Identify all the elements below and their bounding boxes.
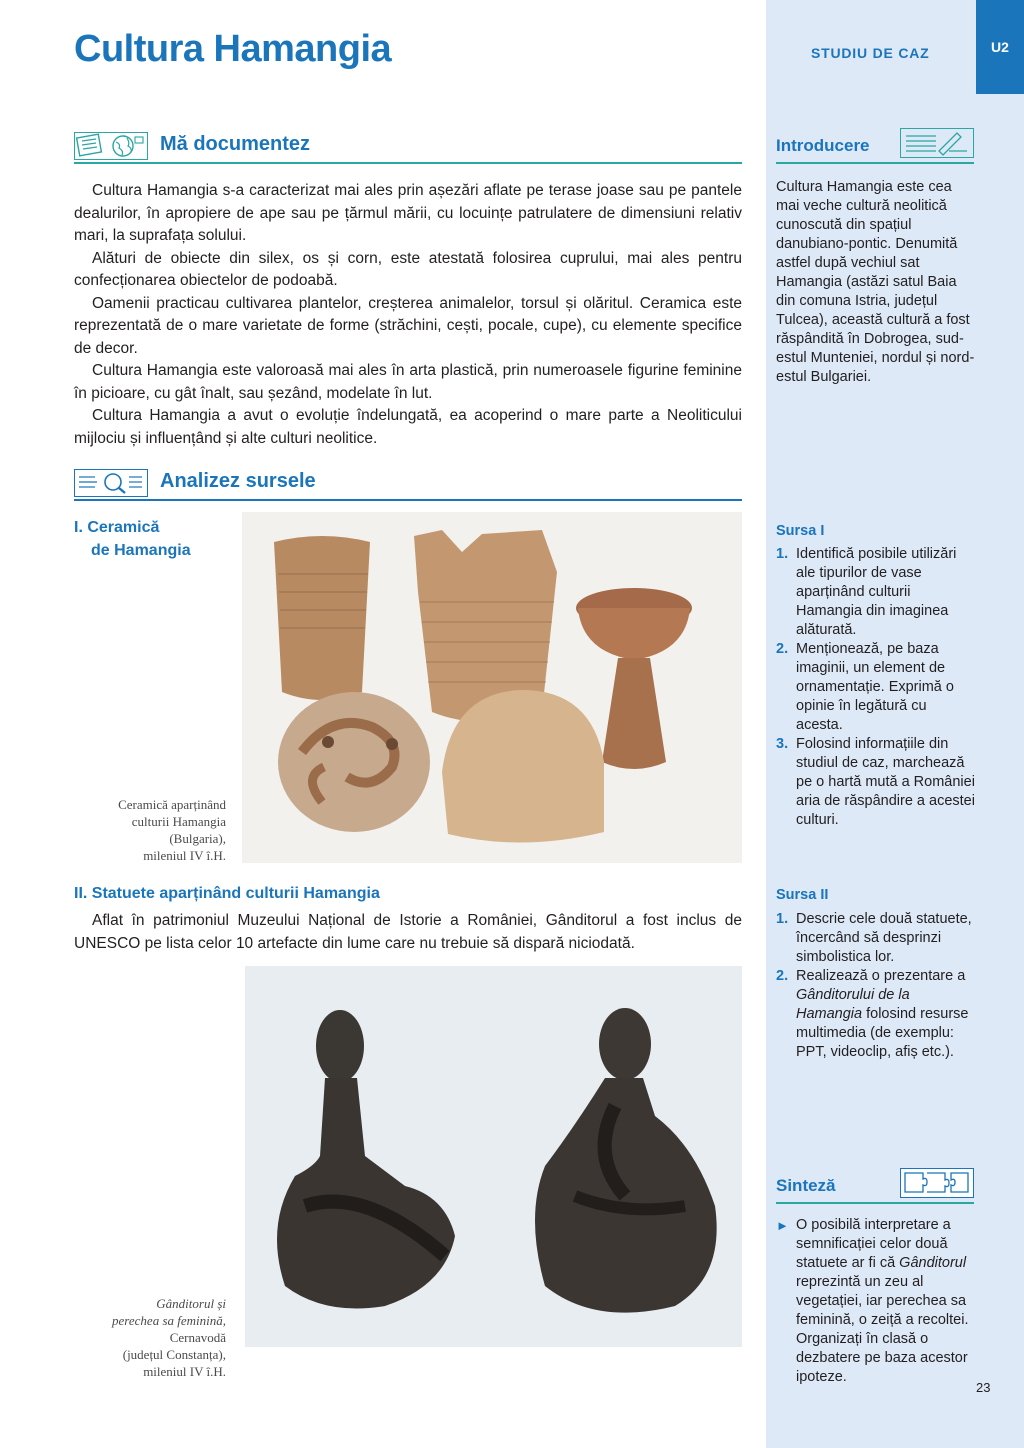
page-number: 23 <box>976 1380 991 1395</box>
list-item <box>776 735 976 830</box>
item-text-before: Realizează o prezentare a <box>796 968 966 984</box>
list-item <box>776 545 976 640</box>
sidebar-header-introducere <box>776 134 974 164</box>
source1-title-line2: de Hamangia <box>91 542 191 559</box>
item-text-italic: Gânditorului de la Hamangia <box>796 987 910 1022</box>
caption-line: Gânditorul și <box>156 1296 226 1311</box>
caption-line: Ceramică aparținând <box>118 797 226 812</box>
caption-line: culturii Hamangia <box>131 814 226 829</box>
caption-line: mileniul IV î.H. <box>143 848 226 863</box>
section-header-analizez <box>74 469 742 501</box>
synthesis-text <box>776 1216 978 1387</box>
documentez-text <box>74 180 742 450</box>
caption-line: (județul Constanța), <box>122 1347 226 1362</box>
section-label-analizez: Analizez sursele <box>160 470 316 492</box>
synthesis-label: Sinteză <box>776 1176 836 1195</box>
item-number: 3. <box>776 736 789 752</box>
source1-title-line1: I. Ceramică <box>74 519 160 536</box>
section-label-documentez: Mă documentez <box>160 133 311 155</box>
source1-title <box>74 516 191 562</box>
arrow-right-icon: ► <box>776 1218 789 1233</box>
item-number: 1. <box>776 911 789 927</box>
item-text: Identifică posibile utilizări ale tipurilor de vase aparținând culturii Hamangia din imaginea alăturată. <box>796 546 957 638</box>
paragraph: Oamenii practicau cultivarea plantelor, creșterea animalelor, torsul și olăritul. Ceramica este reprezentată de o mare varietate de forme (străchini, cești, pocale, cupe), cu elemente specifice de decor. <box>74 294 742 357</box>
sursa1-questions <box>776 545 976 830</box>
magnifier-icon <box>74 469 148 497</box>
item-number: 2. <box>776 968 789 984</box>
synthesis-after: reprezintă un zeu al vegetației, iar perechea sa feminină, o zeiță a recoltei. Organizați în clasă o dezbatere pe baza acestor ipoteze. <box>796 1274 969 1385</box>
puzzle-icon <box>900 1168 974 1198</box>
item-number: 1. <box>776 546 789 562</box>
item-text: Folosind informațiile din studiul de caz, marchează pe o hartă mută a României aria de răspândire a acestei culturi. <box>796 736 975 828</box>
source2-title: II. Statuete aparținând culturii Hamangia <box>74 885 380 902</box>
synthesis-italic: Gânditorul <box>899 1255 967 1271</box>
study-label: STUDIU DE CAZ <box>811 45 930 61</box>
item-number: 2. <box>776 641 789 657</box>
notebook-pencil-icon <box>900 128 974 158</box>
item-text: Descrie cele două statuete, încercând să desprinzi simbolistica lor. <box>796 911 972 965</box>
paragraph: Cultura Hamangia a avut o evoluție îndelungată, ea acoperind o mare parte a Neoliticului mijlociu și influențând și alte culturi neolitice. <box>74 407 742 447</box>
sursa2-questions <box>776 910 976 1062</box>
caption-line: Cernavodă <box>169 1330 226 1345</box>
documents-globe-icon <box>74 132 148 160</box>
unit-label: U2 <box>991 39 1009 55</box>
sursa1-label: Sursa I <box>776 523 825 539</box>
source1-caption <box>74 796 226 864</box>
item-text: Menționează, pe baza imaginii, un element de ornamentație. Exprimă o opinie în legătură cu acesta. <box>796 641 954 733</box>
page-title: Cultura Hamangia <box>74 28 392 70</box>
intro-text: Cultura Hamangia este cea mai veche cultură neolitică cunoscută din spațiul danubiano-pontic. Denumită astfel după vechiul sat Hamangia (astăzi satul Baia din comuna Istria, județul Tulcea), această cultură a fost răspândită în Dobrogea, sud-estul Munteniei, nordul și nord-estul Bulgariei. <box>776 179 975 385</box>
caption-line: perechea sa feminină, <box>112 1313 226 1328</box>
section-header-documentez <box>74 132 742 164</box>
item-text-after: folosind resurse multimedia (de exemplu: PPT, videoclip, afiș etc.). <box>796 1006 969 1060</box>
list-item <box>776 640 976 735</box>
sidebar-header-sinteza <box>776 1174 974 1204</box>
synthesis-before: O posibilă interpretare a semnificației celor două statuete ar fi că <box>796 1217 951 1271</box>
list-item <box>776 967 976 1062</box>
paragraph: Cultura Hamangia este valoroasă mai ales în arta plastică, prin numeroasele figurine feminine în picioare, cu gât înalt, sau șezând, modelate în lut. <box>74 362 742 402</box>
source2-caption <box>74 1295 226 1380</box>
list-item <box>776 910 976 967</box>
intro-label: Introducere <box>776 136 870 155</box>
unit-tab <box>976 0 1024 94</box>
statuettes-photo <box>245 966 742 1347</box>
caption-line: mileniul IV î.H. <box>143 1364 226 1379</box>
paragraph: Cultura Hamangia s-a caracterizat mai ales prin așezări aflate pe terase joase sau pe pantele dealurilor, în apropiere de ape sau pe țărmul mării, cu locuințe patrulatere de dimensiuni relativ mari, la suprafața solului. <box>74 182 742 244</box>
ceramics-photo <box>242 512 742 863</box>
paragraph: Alături de obiecte din silex, os și corn, este atestată folosirea cuprului, mai ales pentru confecționarea obiectelor de podoabă. <box>74 249 742 289</box>
sursa2-label: Sursa II <box>776 887 829 903</box>
source2-text: Aflat în patrimoniul Muzeului Național de Istorie a României, Gânditorul a fost inclus de UNESCO pe lista celor 10 artefacte din lume care nu trebuie să dispară niciodată. <box>74 912 742 952</box>
caption-line: (Bulgaria), <box>169 831 226 846</box>
